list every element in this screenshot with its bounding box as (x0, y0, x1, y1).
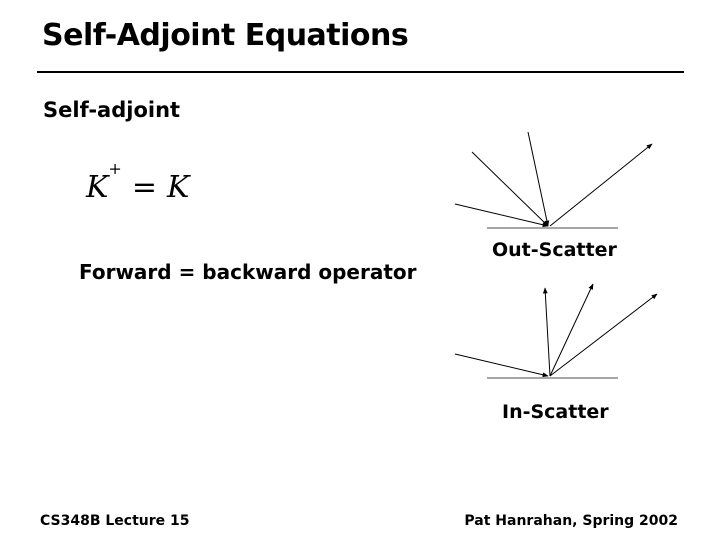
in-scatter-outgoing-ray (550, 284, 593, 376)
in-scatter-diagram (455, 284, 657, 378)
out-scatter-incoming-ray (472, 152, 548, 226)
out-scatter-label: Out-Scatter (492, 239, 617, 261)
in-scatter-label: In-Scatter (502, 401, 609, 423)
slide-title: Self-Adjoint Equations (42, 18, 409, 53)
in-scatter-incoming-ray (455, 354, 548, 376)
footer-course: CS348B Lecture 15 (40, 513, 190, 529)
in-scatter-outgoing-ray (550, 294, 657, 376)
bullet-text: Forward = backward operator (79, 260, 417, 284)
out-scatter-outgoing-ray (550, 144, 652, 226)
out-scatter-incoming-ray (455, 204, 548, 226)
in-scatter-outgoing-ray (545, 288, 550, 376)
equation-rhs: K (166, 170, 190, 205)
footer-author: Pat Hanrahan, Spring 2002 (464, 513, 678, 529)
equation-superscript: + (108, 159, 122, 178)
equation-lhs: K (86, 170, 109, 205)
equation-operator: = (131, 170, 157, 205)
subheading: Self-adjoint (43, 98, 181, 122)
out-scatter-diagram (455, 132, 652, 228)
out-scatter-incoming-ray (528, 132, 548, 226)
